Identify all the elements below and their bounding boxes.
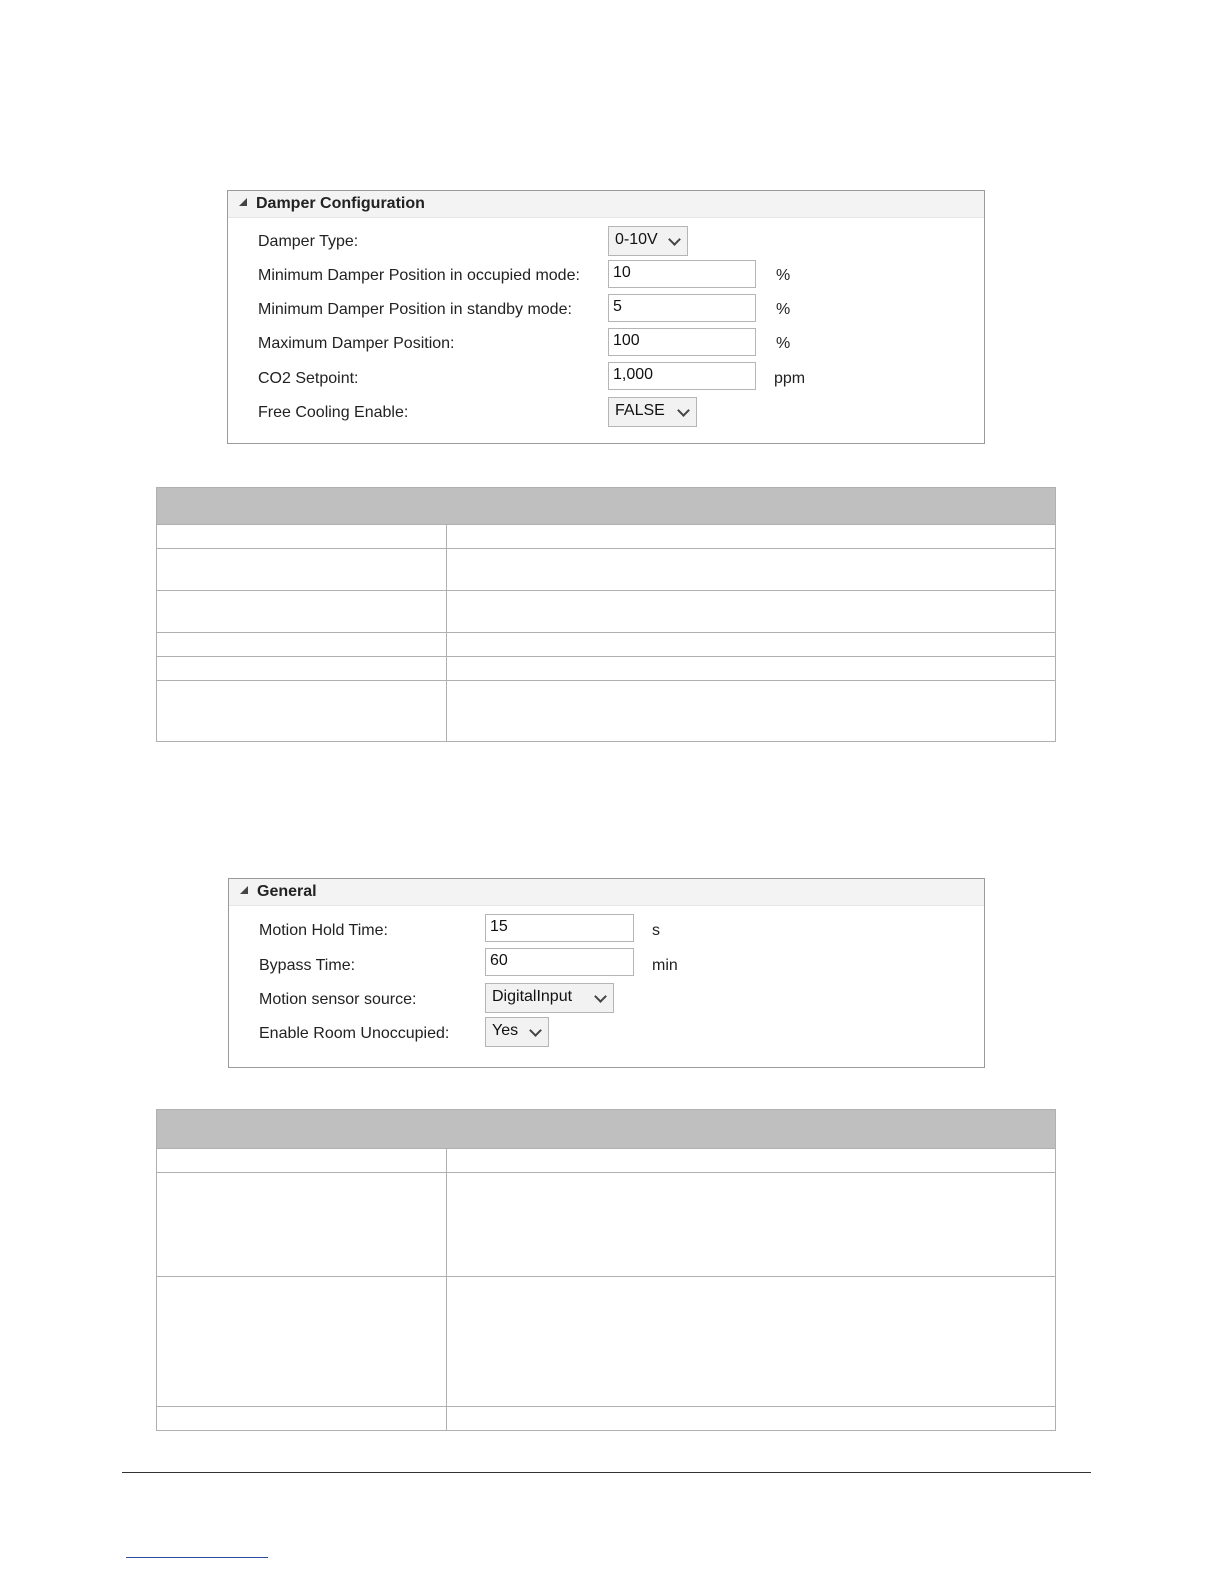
table-row <box>157 1406 1055 1432</box>
damper-configuration-header[interactable] <box>228 191 984 218</box>
table-row <box>157 590 1055 633</box>
room-unoccupied-label: Enable Room Unoccupied: <box>259 1025 450 1042</box>
co2-setpoint-label: CO2 Setpoint: <box>258 370 359 387</box>
chevron-down-icon <box>529 1024 542 1037</box>
damper-type-label: Damper Type: <box>258 233 359 250</box>
min-standby-unit: % <box>776 301 791 318</box>
collapse-triangle-icon[interactable] <box>239 198 247 206</box>
general-parameters-table <box>156 1109 1056 1431</box>
table-row <box>157 680 1055 743</box>
column-divider <box>446 1148 447 1431</box>
motion-source-label: Motion sensor source: <box>259 991 417 1008</box>
min-standby-input[interactable]: 5 <box>608 294 756 322</box>
bypass-time-input[interactable]: 60 <box>485 948 634 976</box>
free-cooling-select[interactable] <box>608 397 697 427</box>
damper-type-select[interactable] <box>608 226 688 256</box>
room-unoccupied-value: Yes <box>492 1022 519 1039</box>
panel-title: General <box>257 883 317 900</box>
general-header[interactable] <box>229 879 984 906</box>
table-row <box>157 1148 1055 1173</box>
min-occupied-unit: % <box>776 267 791 284</box>
panel-title: Damper Configuration <box>256 195 425 212</box>
bypass-time-unit: min <box>652 957 678 974</box>
footer-link-underline[interactable] <box>126 1557 268 1558</box>
table-header <box>157 488 1055 524</box>
motion-source-value: DigitalInput <box>492 988 573 1005</box>
table-row <box>157 632 1055 657</box>
table-row <box>157 1276 1055 1407</box>
footer-rule <box>122 1472 1091 1473</box>
damper-parameters-table <box>156 487 1056 742</box>
co2-setpoint-input[interactable]: 1,000 <box>608 362 756 390</box>
table-row <box>157 1172 1055 1277</box>
min-occupied-input[interactable]: 10 <box>608 260 756 288</box>
damper-configuration-panel <box>227 190 985 444</box>
free-cooling-value: FALSE <box>615 402 665 419</box>
table-header <box>157 1110 1055 1148</box>
room-unoccupied-select[interactable] <box>485 1017 549 1047</box>
table-row <box>157 524 1055 549</box>
chevron-down-icon <box>677 404 690 417</box>
table-row <box>157 548 1055 591</box>
bypass-time-label: Bypass Time: <box>259 957 356 974</box>
co2-setpoint-unit: ppm <box>774 370 806 387</box>
motion-hold-unit: s <box>652 922 660 939</box>
min-standby-label: Minimum Damper Position in standby mode: <box>258 301 572 318</box>
table-row <box>157 656 1055 681</box>
min-occupied-label: Minimum Damper Position in occupied mode: <box>258 267 580 284</box>
free-cooling-label: Free Cooling Enable: <box>258 404 409 421</box>
damper-type-value: 0-10V <box>615 231 658 248</box>
general-panel <box>228 878 985 1068</box>
column-divider <box>446 524 447 742</box>
max-position-input[interactable]: 100 <box>608 328 756 356</box>
max-position-label: Maximum Damper Position: <box>258 335 455 352</box>
collapse-triangle-icon[interactable] <box>240 886 248 894</box>
motion-hold-input[interactable]: 15 <box>485 914 634 942</box>
max-position-unit: % <box>776 335 791 352</box>
motion-hold-label: Motion Hold Time: <box>259 922 388 939</box>
chevron-down-icon <box>594 990 607 1003</box>
motion-source-select[interactable] <box>485 983 614 1013</box>
chevron-down-icon <box>668 233 681 246</box>
